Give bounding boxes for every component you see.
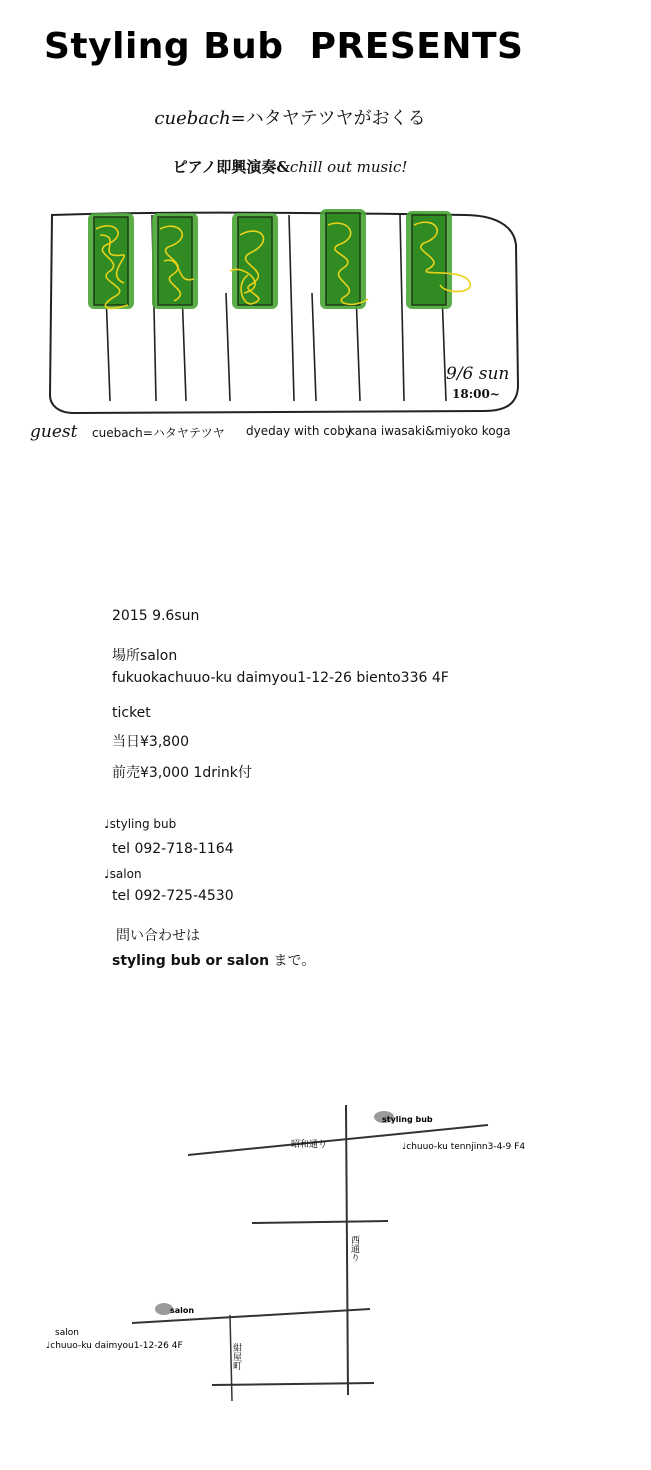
info-date: 2015 9.6sun — [112, 608, 200, 624]
inquiry-bold: styling bub or salon — [112, 953, 270, 969]
event-description — [0, 156, 580, 177]
access-map — [0, 1095, 651, 1415]
inquiry-tail: まで。 — [269, 953, 316, 969]
black-key-5 — [406, 211, 452, 309]
map-salon-name: salon — [55, 1328, 79, 1338]
guest-label: guest — [30, 422, 78, 442]
road-nishi — [346, 1105, 348, 1395]
guest-item: cuebach=ハタヤテツヤ — [92, 426, 225, 440]
map-styling-label: styling bub — [382, 1115, 433, 1124]
black-keys — [88, 209, 452, 309]
guest-item: kana iwasaki&miyoko koga — [348, 424, 511, 438]
road-bottom — [212, 1383, 374, 1385]
info-address: fukuokachuuo-ku daimyou1-12-26 biento336 4F — [112, 670, 449, 686]
info-venue: 場所salon — [112, 648, 178, 664]
contact-salon-name: ♩salon — [104, 867, 142, 881]
presenter-rest: ハタヤテツヤがおくる — [245, 108, 426, 129]
poster-title: Styling Bub PRESENTS — [44, 26, 524, 67]
event-description-italic: chill out music! — [289, 158, 408, 176]
contact-styling-tel: tel 092-718-1164 — [112, 841, 234, 857]
info-advance-price: 前売¥3,000 1drink付 — [112, 765, 252, 781]
road-cross-upper — [252, 1221, 388, 1223]
inquiry-label: 問い合わせは — [116, 928, 200, 944]
contact-styling-name: ♩styling bub — [104, 817, 177, 831]
event-time-handwritten: 18:00~ — [452, 387, 500, 401]
event-date-handwritten: 9/6 sun — [446, 364, 510, 384]
map-salon-address: ♩chuuo-ku daimyou1-12-26 4F — [46, 1341, 183, 1351]
map-street-konya: 紺屋町 — [231, 1343, 241, 1370]
inquiry-line — [112, 950, 315, 970]
map-styling-address: ♩chuuo-ku tennjinn3-4-9 F4 — [402, 1142, 526, 1152]
event-description-main: ピアノ即興演奏& — [172, 158, 290, 176]
map-street-nishi: 西通り — [349, 1235, 359, 1262]
contact-salon-tel: tel 092-725-4530 — [112, 888, 234, 904]
info-ticket-label: ticket — [112, 705, 151, 721]
guest-item: dyeday with coby — [246, 424, 352, 438]
map-street-showa: 昭和通り — [291, 1140, 328, 1150]
map-salon-label: salon — [170, 1306, 195, 1315]
presenter-line — [0, 104, 580, 130]
info-door-price: 当日¥3,800 — [112, 734, 189, 750]
presenter-prefix: cuebach= — [154, 108, 246, 129]
